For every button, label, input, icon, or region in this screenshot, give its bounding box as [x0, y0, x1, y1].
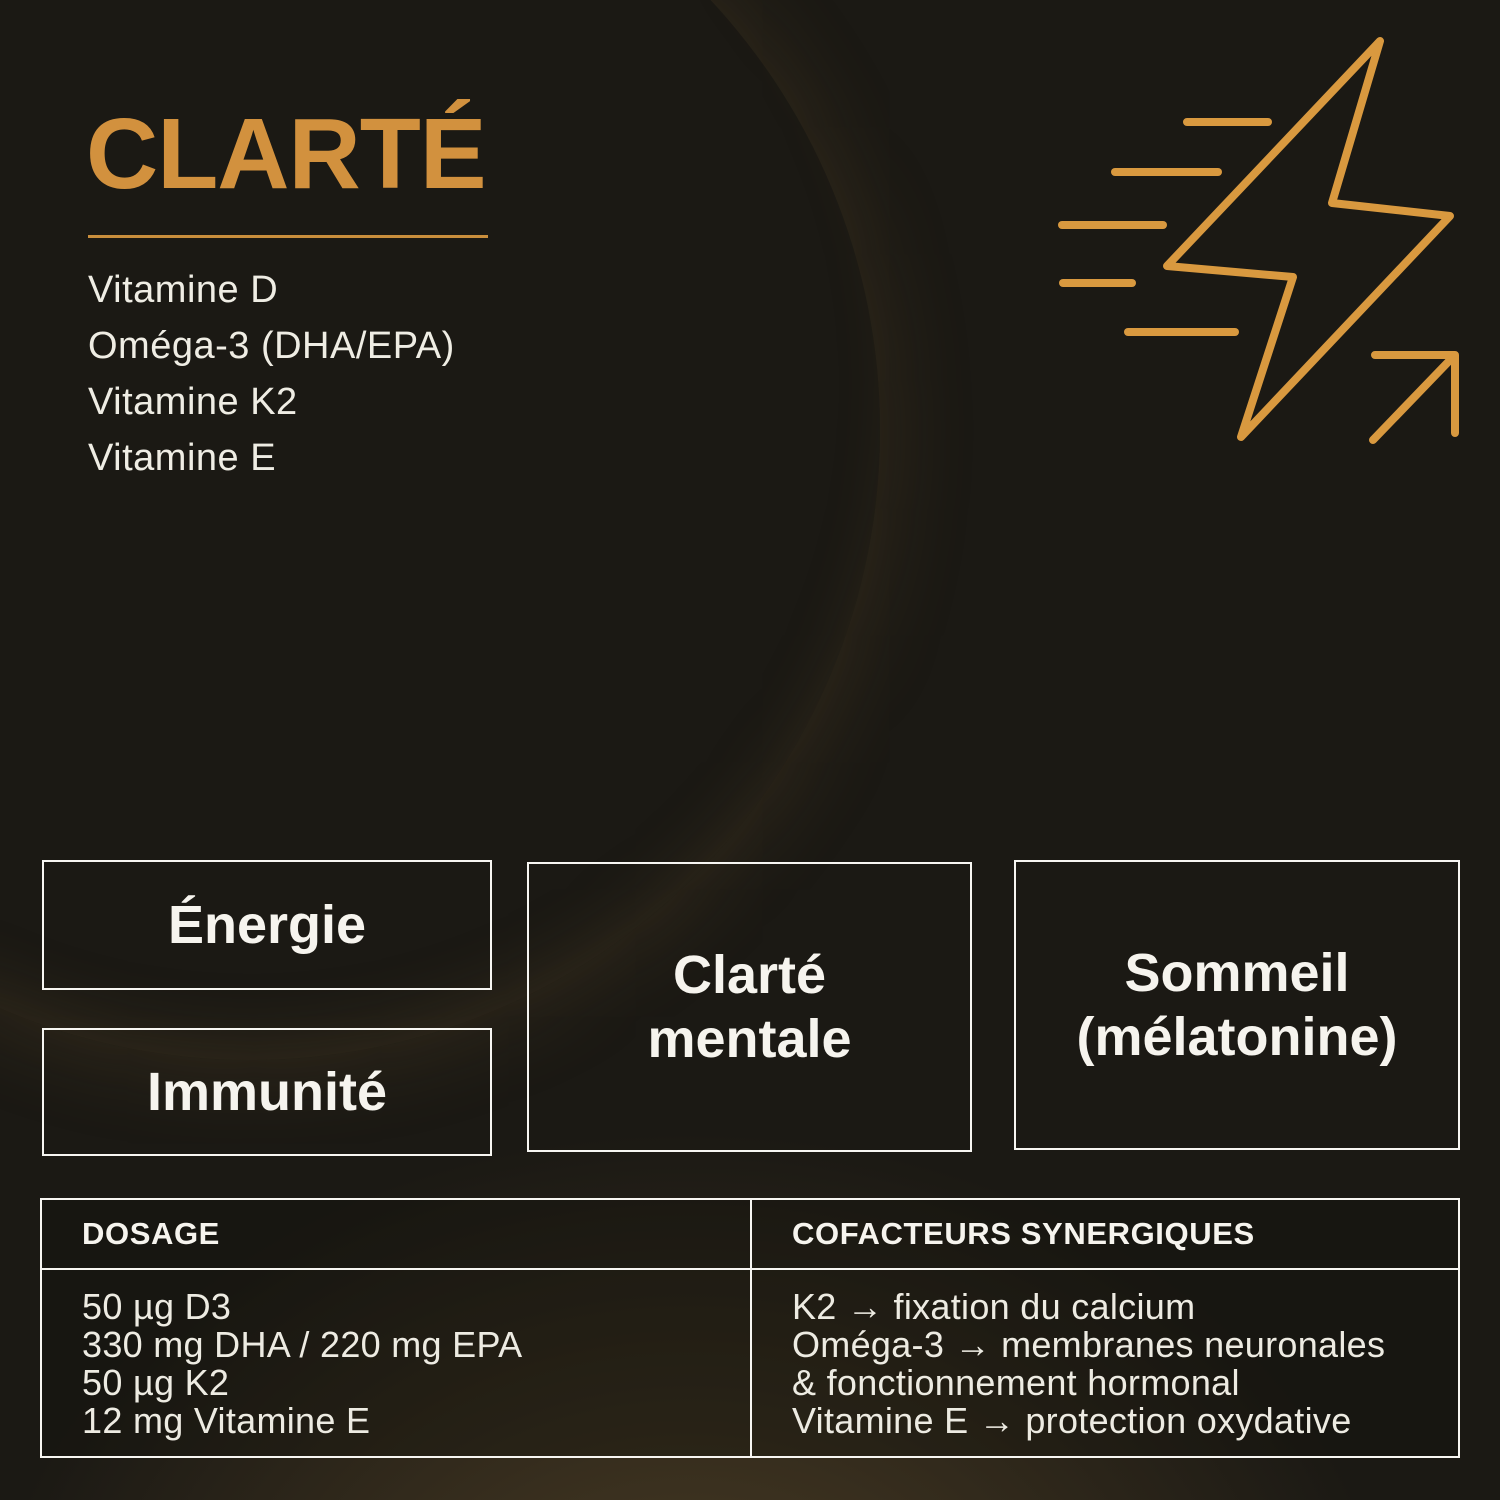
benefit-box-immunite — [42, 1028, 492, 1156]
table-header-label: DOSAGE — [82, 1216, 220, 1251]
dosage-cofactors-table — [40, 1198, 1460, 1458]
ingredient-item: Vitamine K2 — [88, 381, 298, 423]
ingredient-item: Oméga-3 (DHA/EPA) — [88, 325, 455, 367]
table-line: Oméga-3 → membranes neuronales — [792, 1324, 1386, 1365]
benefit-label: Clarté mentale — [647, 945, 852, 1069]
table-cell-dosage — [42, 1270, 752, 1456]
table-header-label: COFACTEURS SYNERGIQUES — [792, 1216, 1255, 1251]
benefit-label: Immunité — [146, 1062, 388, 1122]
benefit-box-clarte-mentale — [527, 862, 972, 1152]
benefit-label: Énergie — [167, 895, 367, 955]
ingredient-list — [88, 262, 455, 486]
benefit-box-energie — [42, 860, 492, 990]
ingredient-item: Vitamine D — [88, 269, 279, 311]
table-line: 330 mg DHA / 220 mg EPA — [82, 1324, 523, 1365]
table-cell-cofacteurs — [752, 1270, 1458, 1456]
speed-lightning-icon — [1020, 20, 1480, 460]
arrow-shaft — [1373, 359, 1451, 440]
table-header-cofacteurs — [752, 1200, 1458, 1270]
benefit-label: Sommeil (mélatonine) — [1076, 943, 1398, 1067]
lightning-bolt-outline — [1167, 41, 1450, 437]
table-header-dosage — [42, 1200, 752, 1270]
table-line: K2 → fixation du calcium — [792, 1286, 1196, 1327]
product-title: CLARTÉ — [86, 98, 486, 210]
table-line: 50 µg D3 — [82, 1286, 232, 1327]
ingredient-item: Vitamine E — [88, 437, 277, 479]
table-line: 50 µg K2 — [82, 1362, 230, 1403]
table-line: 12 mg Vitamine E — [82, 1400, 371, 1441]
table-line: Vitamine E → protection oxydative — [792, 1400, 1352, 1441]
table-line: & fonctionnement hormonal — [792, 1362, 1240, 1403]
benefit-box-sommeil — [1014, 860, 1460, 1150]
title-underline — [88, 235, 488, 238]
